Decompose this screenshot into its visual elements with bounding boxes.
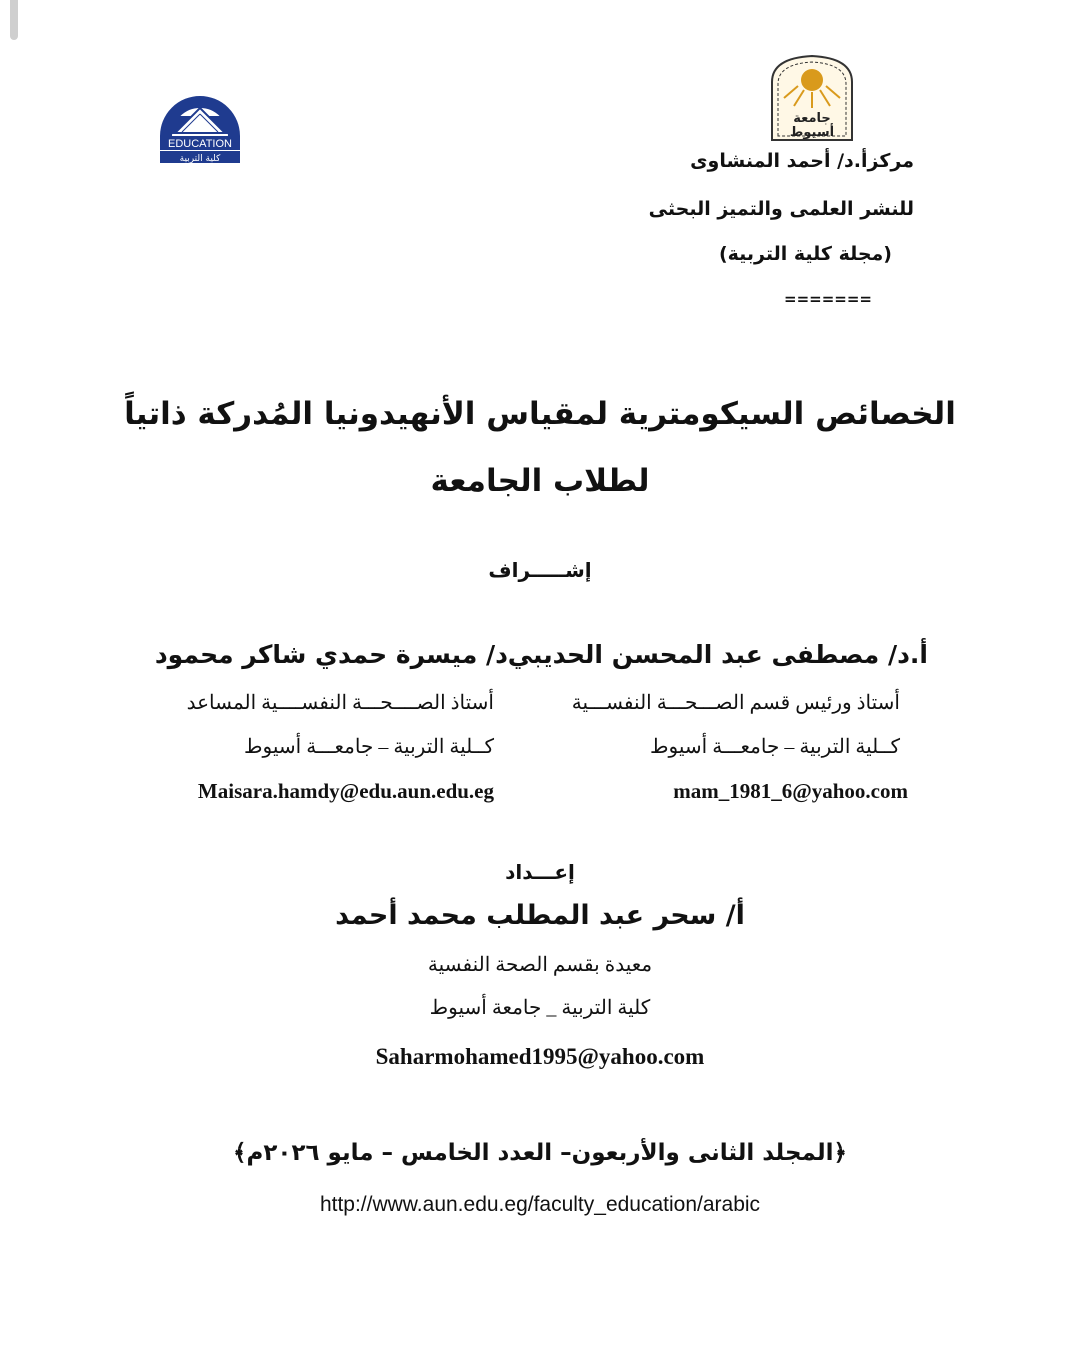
journal-name: (مجلة كلية التربية) bbox=[718, 243, 892, 265]
education-faculty-logo bbox=[156, 78, 244, 170]
header-separator: ======= bbox=[784, 290, 872, 308]
supervisor-2-title: أستاذ الصــــحـــة النفســــية المساعد bbox=[186, 692, 494, 714]
supervisor-2-email: Maisara.hamdy@edu.aun.edu.eg bbox=[197, 779, 494, 803]
svg-text:EDUCATION: EDUCATION bbox=[168, 138, 232, 150]
supervisor-1-title: أستاذ ورئيس قسم الصـــحـــة النفســـية bbox=[571, 692, 900, 714]
center-name: مركزأ.د/ أحمد المنشاوى bbox=[690, 150, 914, 172]
supervisor-1-faculty: كــلية التربية – جامعـــة أسيوط bbox=[650, 736, 900, 758]
supervision-label: إشـــــراف bbox=[488, 558, 592, 582]
svg-text:جامعة: جامعة bbox=[793, 111, 831, 126]
prepared-by-label: إعـــداد bbox=[505, 860, 575, 884]
assiut-university-logo bbox=[764, 52, 860, 144]
center-subtitle: للنشر العلمى والتميز البحثى bbox=[648, 198, 914, 220]
author-faculty: كلية التربية _ جامعة أسيوط bbox=[429, 997, 651, 1019]
author-email: Saharmohamed1995@yahoo.com bbox=[375, 1044, 705, 1069]
issue-info: ﴿المجلد الثانى والأربعون– العدد الخامس – مايو ٢٠٢٦م﴾ bbox=[233, 1140, 847, 1166]
scroll-indicator[interactable] bbox=[10, 0, 18, 40]
author-role: معيدة بقسم الصحة النفسية bbox=[427, 954, 653, 976]
paper-title-line-1: الخصائص السيكومترية لمقياس الأنهيدونيا المُدركة ذاتياً bbox=[124, 396, 956, 432]
supervisor-1-email: mam_1981_6@yahoo.com bbox=[673, 779, 908, 803]
faculty-url[interactable]: http://www.aun.edu.eg/faculty_education/arabic bbox=[319, 1193, 761, 1216]
supervisor-2-faculty: كــلية التربية – جامعـــة أسيوط bbox=[244, 736, 494, 758]
author-name: أ/ سحر عبد المطلب محمد أحمد bbox=[335, 900, 745, 931]
svg-text:أسيوط: أسيوط bbox=[789, 125, 835, 140]
supervisor-2-name: د/ ميسرة حمدي شاكر محمود bbox=[154, 640, 508, 669]
paper-title-line-2: لطلاب الجامعة bbox=[430, 463, 650, 499]
supervisor-1-name: أ.د/ مصطفى عبد المحسن الحديبي bbox=[507, 640, 928, 669]
svg-text:كلية التربية: كلية التربية bbox=[179, 154, 221, 164]
